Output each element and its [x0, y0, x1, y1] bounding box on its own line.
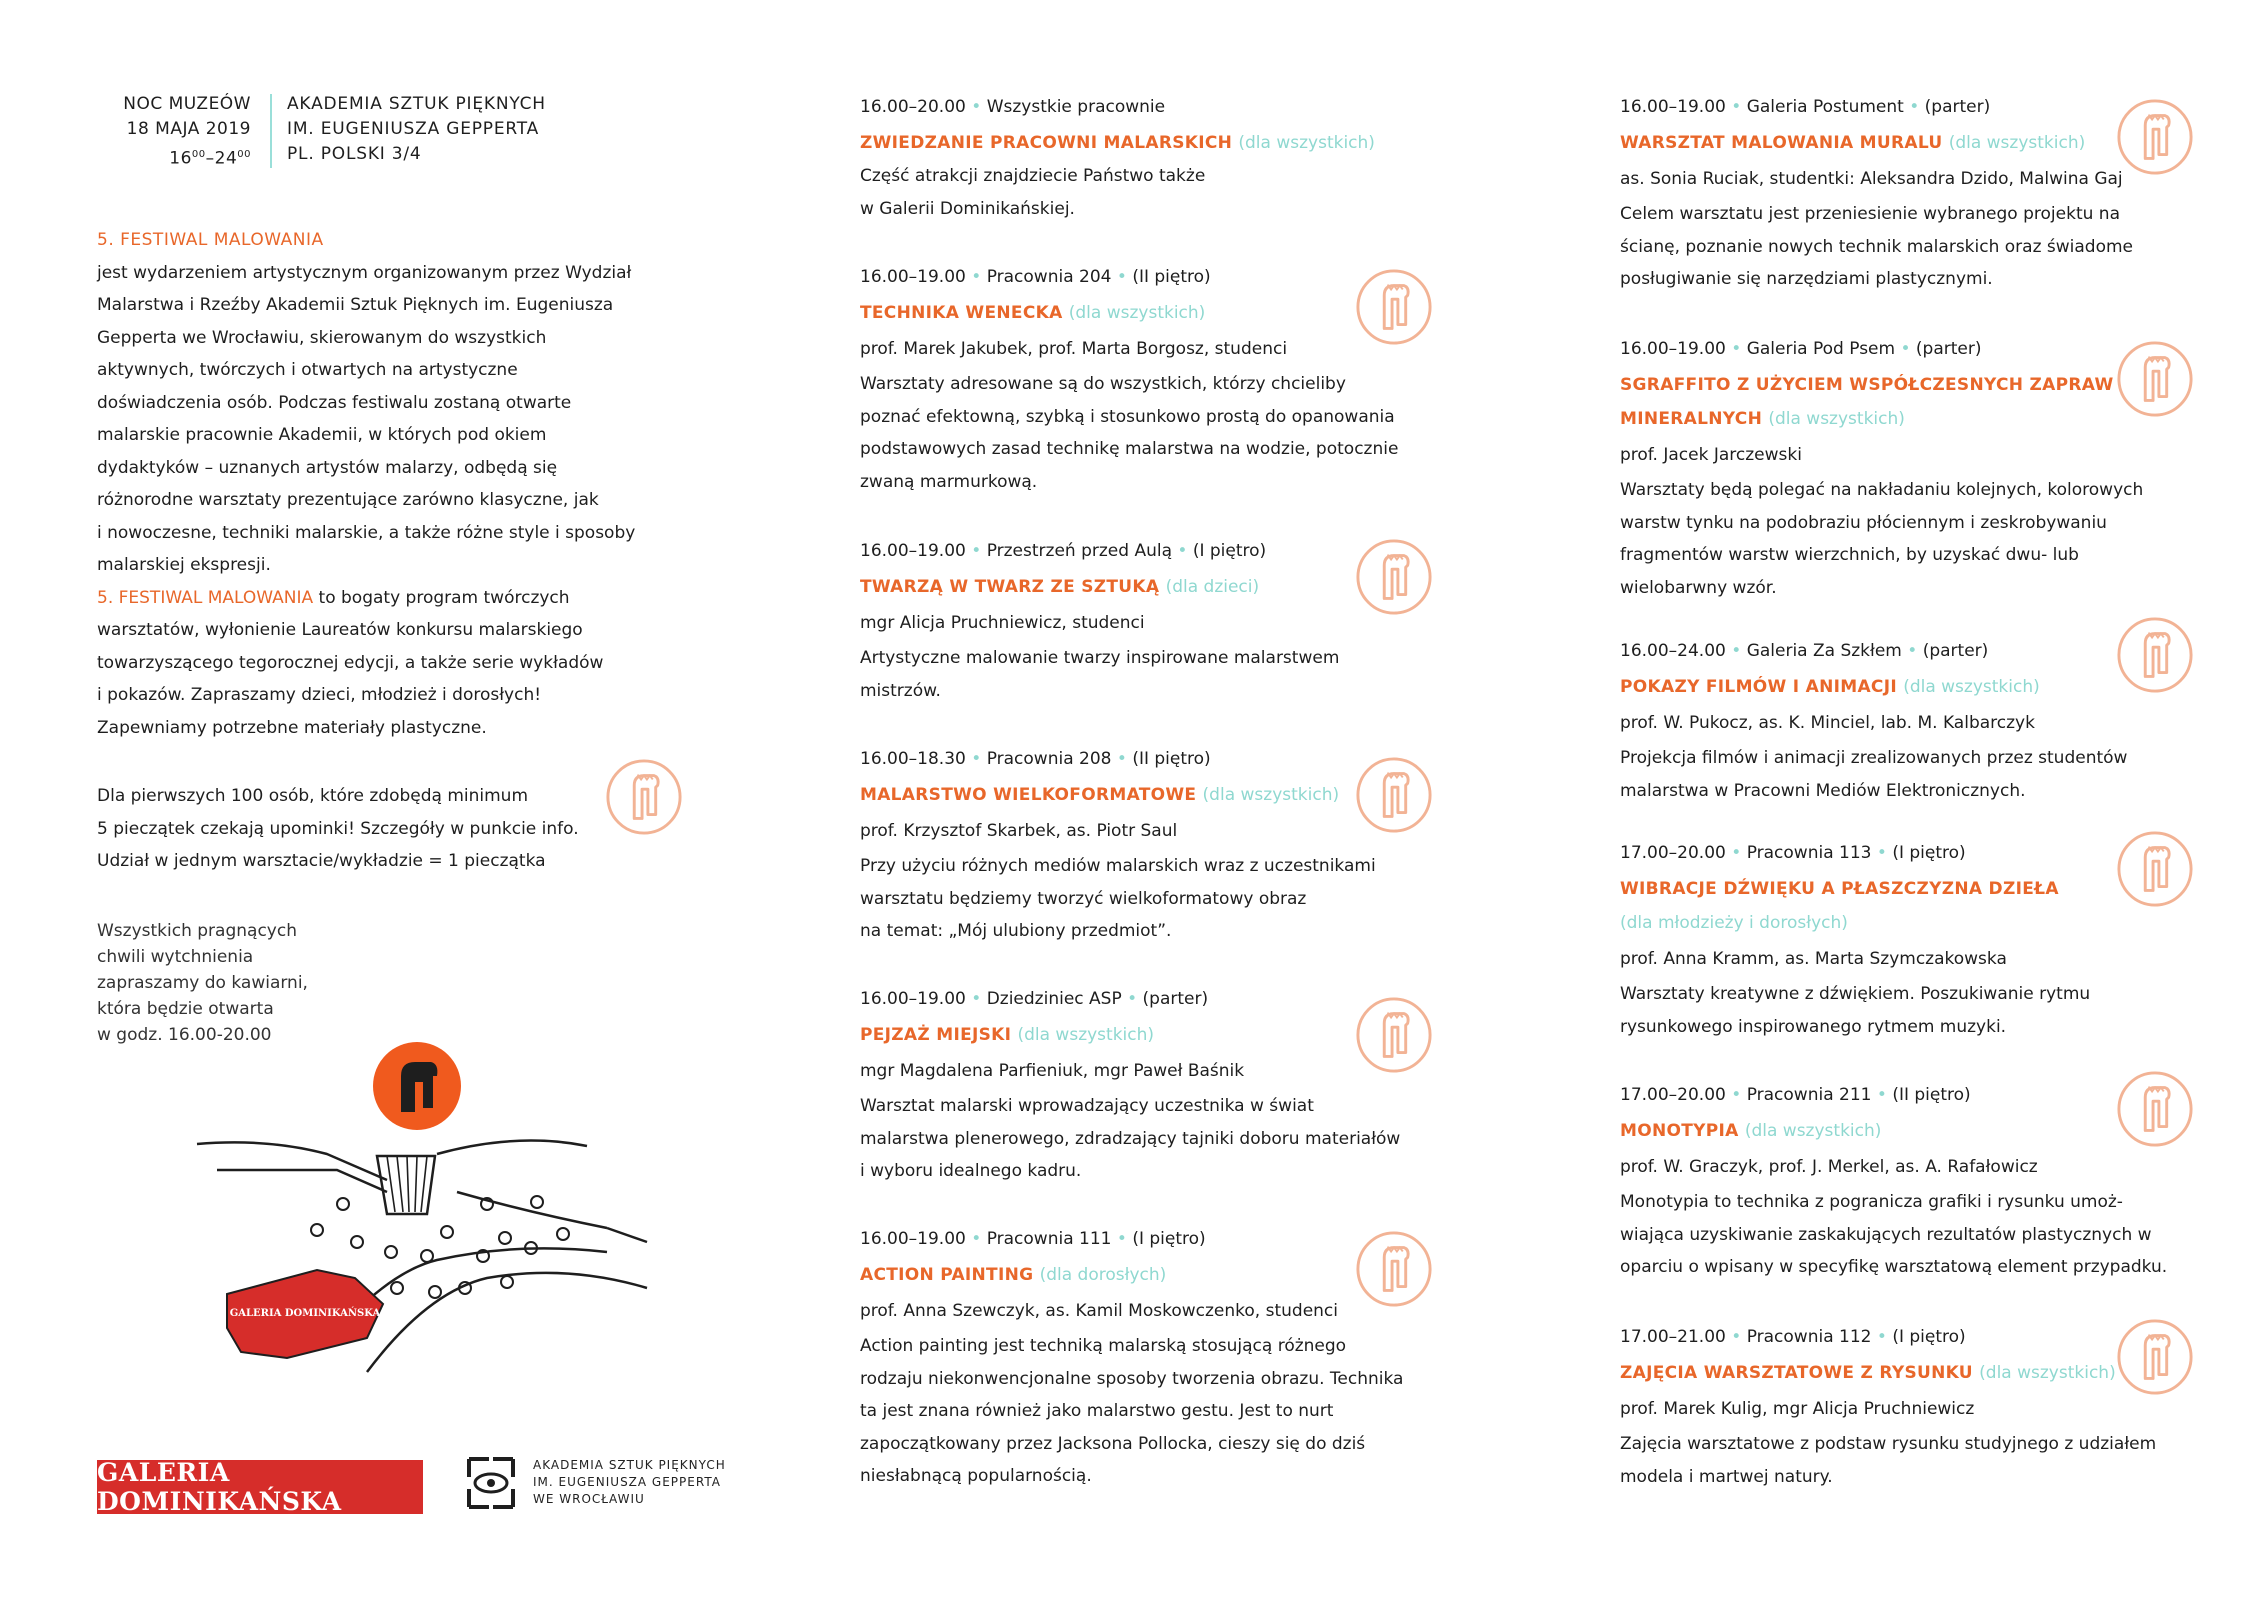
event-audience: (dla wszystkich)	[1948, 133, 2086, 153]
event-description: Warsztaty będą polegać na nakładaniu kolejnych, kolorowych warstw tynku na podobraziu płóciennym i zeskrobywaniu fragmentów warstw wierzchnich, by uzyskać dwu- lub wielobarwny wzór.	[1620, 480, 2144, 598]
event-audience: (dla wszystkich)	[1068, 303, 1206, 323]
event-date-block	[97, 92, 251, 172]
festival-title-inline: 5. FESTIWAL MALOWANIA	[97, 587, 314, 608]
event-title-text: WIBRACJE DŹWIĘKU A PŁASZCZYZNA DZIEŁA	[1620, 879, 2059, 899]
event-floor: (II piętro)	[1132, 267, 1211, 287]
event-floor: (I piętro)	[1192, 541, 1267, 561]
separator-dot: •	[1725, 641, 1747, 661]
event-description: Część atrakcji znajdziecie Państwo także w Galerii Dominikańskiej.	[860, 166, 1206, 219]
event-floor: (I piętro)	[1892, 843, 1966, 863]
event-description: Zajęcia warsztatowe z podstaw rysunku studyjnego z udziałem modela i martwej natury.	[1620, 1434, 2157, 1487]
event-hosts: prof. Anna Szewczyk, as. Kamil Moskowczenko, studenci	[860, 1301, 1338, 1321]
right-column	[1620, 0, 2220, 1600]
event-place: Galeria Za Szkłem	[1746, 641, 1902, 661]
event-title-text: TWARZĄ W TWARZ ZE SZTUKĄ	[860, 577, 1160, 597]
event-time: 16.00–19.00	[860, 989, 966, 1009]
stamp-badge-icon	[2116, 1318, 2194, 1396]
stamp-badge-icon	[1355, 1230, 1433, 1308]
event-time: 16.00–19.00	[860, 541, 966, 561]
separator-dot: •	[1121, 989, 1143, 1009]
stamp-badge-icon	[605, 758, 683, 836]
header-divider	[270, 94, 272, 168]
event-hosts: prof. Marek Kulig, mgr Alicja Pruchniewicz	[1620, 1399, 1975, 1419]
event-floor: (parter)	[1915, 339, 1982, 359]
stamp-badge-icon	[2116, 1070, 2194, 1148]
left-column	[97, 0, 726, 1600]
event-title	[1620, 906, 2220, 940]
event-title-text: TECHNIKA WENECKA	[860, 303, 1063, 323]
asp-logo-line-2: IM. EUGENIUSZA GEPPERTA	[533, 1475, 721, 1489]
event-time: 16.00–18.30	[860, 749, 966, 769]
event-place: Przestrzeń przed Aulą	[986, 541, 1172, 561]
stamp-badge-icon	[2116, 830, 2194, 908]
event-time: 16.00–19.00	[1620, 339, 1726, 359]
cafe-note: Wszystkich pragnących chwili wytchnienia zapraszamy do kawiarni, która będzie otwarta w godz. 16.00-20.00	[97, 921, 308, 1045]
event-time: 17.00–21.00	[1620, 1327, 1726, 1347]
institution-address: PL. POLSKI 3/4	[287, 144, 422, 164]
event-hours: $16^{00}-24^{00}$	[169, 148, 251, 169]
event-hosts: prof. Krzysztof Skarbek, as. Piotr Saul	[860, 821, 1178, 841]
asp-logo-line-1: AKADEMIA SZTUK PIĘKNYCH	[533, 1458, 726, 1472]
intro-paragraph-2: 5. FESTIWAL MALOWANIA to bogaty program twórczych warsztatów, wyłonienie Laureatów konkursu malarskiego towarzyszącego tegorocznej edycji, a także serie wykładów i pokazów. Zapraszamy dzieci, młodzież i dorosłych! Zapewniamy potrzebne materiały plastyczne.	[97, 587, 604, 738]
event-description: Action painting jest techniką malarską stosującą różnego rodzaju niekonwencjonalne sposoby tworzenia obrazu. Technika ta jest znana również jako malarstwo gestu. Jest to nurt zapoczątkowany przez Jacksona Pollocka, cieszy się do dziś niesłabnącą popularnością.	[860, 1336, 1404, 1486]
event-place: Pracownia 111	[986, 1229, 1112, 1249]
separator-dot: •	[1111, 1229, 1133, 1249]
event-hosts: mgr Magdalena Parfieniuk, mgr Paweł Baśnik	[860, 1061, 1245, 1081]
stamp-badge-icon	[2116, 340, 2194, 418]
separator-dot: •	[965, 541, 987, 561]
event-description: Monotypia to technika z pogranicza grafiki i rysunku umoż- wiająca uzyskiwanie zaskakujących rezultatów plastycznych w oparciu o wpisany w specyfikę warsztatową element przypadku.	[1620, 1192, 2168, 1277]
event-time: 16.00–24.00	[1620, 641, 1726, 661]
asp-logo	[463, 1453, 743, 1521]
event-place: Dziedziniec ASP	[986, 989, 1122, 1009]
event-description: Warsztat malarski wprowadzający uczestnika w świat malarstwa plenerowego, zdradzający tajniki doboru materiałów i wyboru idealnego kadru.	[860, 1096, 1401, 1181]
separator-dot: •	[965, 1229, 987, 1249]
festival-intro	[97, 224, 697, 744]
separator-dot: •	[1901, 641, 1923, 661]
sun-icon	[373, 1042, 461, 1130]
header	[97, 92, 697, 172]
stamp-badge-icon	[2116, 98, 2194, 176]
event-audience: (dla wszystkich)	[1017, 1025, 1155, 1045]
stamp-badge-icon	[1355, 268, 1433, 346]
event-description: Przy użyciu różnych mediów malarskich wraz z uczestnikami warsztatu będziemy tworzyć wielkoformatowy obraz na temat: „Mój ulubiony przedmiot”.	[860, 856, 1376, 941]
event-hosts: prof. Marek Jakubek, prof. Marta Borgosz, studenci	[860, 339, 1288, 359]
separator-dot: •	[965, 989, 987, 1009]
event-audience: (dla wszystkich)	[1903, 677, 2040, 697]
separator-dot: •	[965, 97, 987, 117]
intro-paragraph-1: jest wydarzeniem artystycznym organizowanym przez Wydział Malarstwa i Rzeźby Akademii Sztuk Pięknych im. Eugeniusza Gepperta we Wrocławiu, skierowanym do wszystkich aktywnych, twórczych i otwartych na artystyczne doświadczenia osób. Podczas festiwalu zostaną otwarte malarskie pracownie Akademii, w których pod okiem dydaktyków – uznanych artystów malarzy, odbędą się różnorodne warsztaty prezentujące zarówno klasyczne, jak i nowoczesne, techniki malarskie, a także różne style i sposoby malarskiej ekspresji.	[97, 262, 636, 575]
separator-dot: •	[1871, 1327, 1893, 1347]
institution-line-2: IM. EUGENIUSZA GEPPERTA	[287, 119, 540, 139]
event-hosts: mgr Alicja Pruchniewicz, studenci	[860, 613, 1145, 633]
event-title-text: MINERALNYCH	[1620, 409, 1763, 429]
separator-dot: •	[1111, 749, 1133, 769]
event-place: Galeria Pod Psem	[1746, 339, 1896, 359]
middle-column	[860, 0, 1460, 1600]
event-floor: (II piętro)	[1892, 1085, 1971, 1105]
event-hosts: prof. Jacek Jarczewski	[1620, 445, 1802, 465]
event-title-text: ZAJĘCIA WARSZTATOWE Z RYSUNKU	[1620, 1363, 1973, 1383]
event-hosts: prof. Anna Kramm, as. Marta Szymczakowska	[1620, 949, 2007, 969]
event-time: 16.00–19.00	[860, 1229, 966, 1249]
separator-dot: •	[1725, 1085, 1747, 1105]
stamp-badge-icon	[1355, 538, 1433, 616]
event-description: Warsztaty adresowane są do wszystkich, którzy chcieliby poznać efektowną, szybką i stosunkowo prostą do opanowania podstawowych zasad technikę malarstwa na wodzie, potocznie zwaną marmurkową.	[860, 374, 1399, 492]
event-item	[860, 88, 1460, 225]
event-time: 16.00–19.00	[1620, 97, 1726, 117]
campus-map	[187, 1042, 667, 1392]
event-time: 16.00–20.00	[860, 97, 966, 117]
event-place: Wszystkie pracownie	[986, 97, 1166, 117]
event-hosts: prof. W. Graczyk, prof. J. Merkel, as. A. Rafałowicz	[1620, 1157, 2038, 1177]
separator-dot: •	[1895, 339, 1916, 359]
stamp-badge-icon	[1355, 996, 1433, 1074]
event-hosts: prof. W. Pukocz, as. K. Minciel, lab. M. Kalbarczyk	[1620, 713, 2035, 733]
event-place: Pracownia 113	[1746, 843, 1872, 863]
event-time: 17.00–20.00	[1620, 1085, 1726, 1105]
separator-dot: •	[965, 749, 987, 769]
institution-block	[287, 92, 546, 167]
event-audience: (dla wszystkich)	[1979, 1363, 2116, 1383]
separator-dot: •	[1725, 339, 1747, 359]
event-title-text: SGRAFFITO Z UŻYCIEM WSPÓŁCZESNYCH ZAPRAW	[1620, 375, 2114, 395]
separator-dot: •	[1871, 843, 1893, 863]
separator-dot: •	[1725, 1327, 1747, 1347]
event-name: NOC MUZEÓW	[123, 94, 251, 114]
event-audience: (dla młodzieży i dorosłych)	[1620, 913, 1848, 933]
stamp-badge-icon	[1355, 756, 1433, 834]
event-time: 17.00–20.00	[1620, 843, 1726, 863]
event-floor: (II piętro)	[1132, 749, 1211, 769]
asp-logo-line-3: WE WROCŁAWIU	[533, 1492, 645, 1506]
map-building-label: GALERIA DOMINIKAŃSKA	[229, 1308, 381, 1319]
institution-line-1: AKADEMIA SZTUK PIĘKNYCH	[287, 94, 546, 114]
event-place: Pracownia 204	[986, 267, 1112, 287]
event-title-text: PEJZAŻ MIEJSKI	[860, 1025, 1012, 1045]
event-audience: (dla wszystkich)	[1744, 1121, 1882, 1141]
event-place: Pracownia 208	[986, 749, 1112, 769]
event-floor: (I piętro)	[1892, 1327, 1966, 1347]
stamp-notice: Dla pierwszych 100 osób, które zdobędą minimum 5 pieczątek czekają upominki! Szczegóły w punkcie info. Udział w jednym warsztacie/wykładzie = 1 pieczątka	[97, 786, 579, 871]
event-title-text: POKAZY FILMÓW I ANIMACJI	[1620, 677, 1897, 697]
galeria-dominikanska-logo: GALERIA DOMINIKAŃSKA	[97, 1460, 423, 1514]
separator-dot: •	[1903, 97, 1925, 117]
event-floor: (I piętro)	[1132, 1229, 1206, 1249]
separator-dot: •	[1725, 843, 1747, 863]
event-place: Galeria Postument	[1746, 97, 1904, 117]
event-audience: (dla wszystkich)	[1202, 785, 1340, 805]
event-title-text: MONOTYPIA	[1620, 1121, 1739, 1141]
event-description: Celem warsztatu jest przeniesienie wybranego projektu na ścianę, poznanie nowych technik malarskich oraz świadome posługiwanie się narzędziami plastycznymi.	[1620, 204, 2134, 289]
event-title-text: MALARSTWO WIELKOFORMATOWE	[860, 785, 1197, 805]
separator-dot: •	[1725, 97, 1747, 117]
separator-dot: •	[1111, 267, 1133, 287]
event-description: Projekcja filmów i animacji zrealizowanych przez studentów malarstwa w Pracowni Mediów Elektronicznych.	[1620, 748, 2128, 801]
event-description: Warsztaty kreatywne z dźwiękiem. Poszukiwanie rytmu rysunkowego inspirowanego rytmem muzyki.	[1620, 984, 2091, 1037]
festival-title: 5. FESTIWAL MALOWANIA	[97, 230, 324, 250]
event-audience: (dla wszystkich)	[1768, 409, 1905, 429]
event-title-text: WARSZTAT MALOWANIA MURALU	[1620, 133, 1943, 153]
event-description: Artystyczne malowanie twarzy inspirowane malarstwem mistrzów.	[860, 648, 1340, 701]
event-audience: (dla dorosłych)	[1039, 1265, 1167, 1285]
event-audience: (dla dzieci)	[1165, 577, 1260, 597]
event-audience: (dla wszystkich)	[1238, 133, 1375, 153]
event-time: 16.00–19.00	[860, 267, 966, 287]
event-floor: (parter)	[1142, 989, 1209, 1009]
event-floor: (parter)	[1922, 641, 1989, 661]
event-hosts: as. Sonia Ruciak, studentki: Aleksandra Dzido, Malwina Gaj	[1620, 169, 2123, 189]
event-title-text: ZWIEDZANIE PRACOWNI MALARSKICH	[860, 133, 1233, 153]
event-place: Pracownia 112	[1746, 1327, 1872, 1347]
event-date: 18 MAJA 2019	[126, 119, 251, 139]
separator-dot: •	[1172, 541, 1193, 561]
asp-logo-icon	[463, 1453, 519, 1513]
event-floor: (parter)	[1924, 97, 1991, 117]
event-place: Pracownia 211	[1746, 1085, 1872, 1105]
event-title	[860, 126, 1460, 160]
event-title-text: ACTION PAINTING	[860, 1265, 1034, 1285]
separator-dot: •	[1871, 1085, 1893, 1105]
separator-dot: •	[965, 267, 987, 287]
event-header	[860, 88, 1460, 126]
stamp-badge-icon	[2116, 616, 2194, 694]
